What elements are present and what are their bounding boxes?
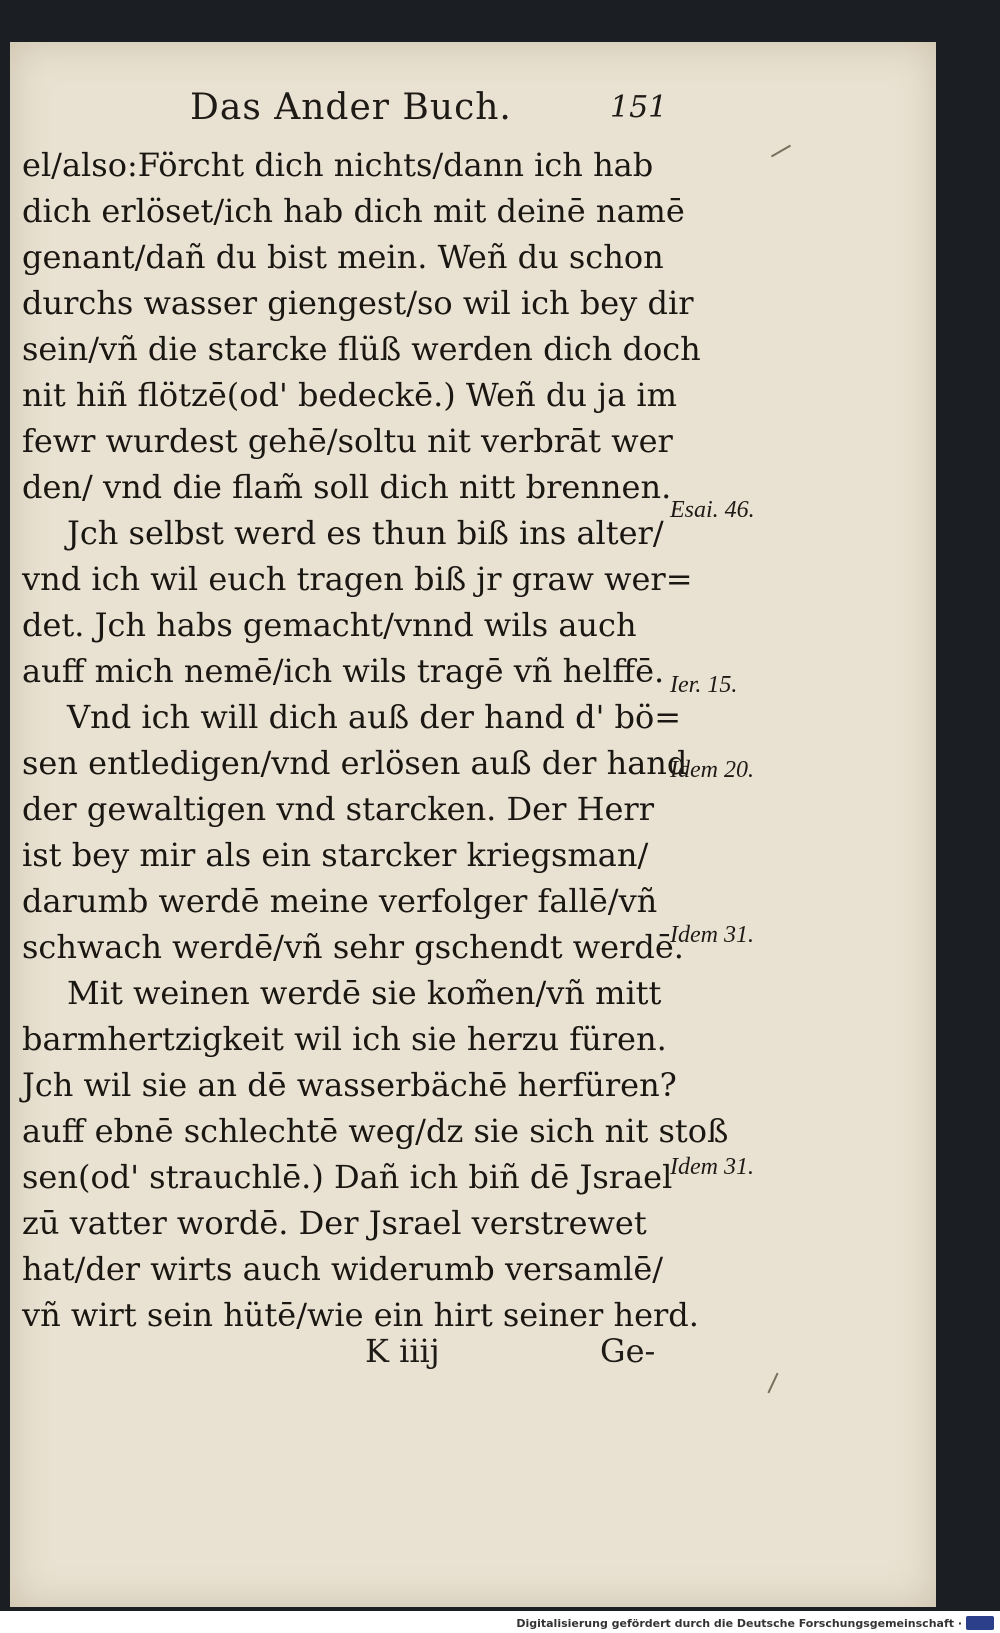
text-line: den/ vnd die flam̃ soll dich nitt brennen. — [22, 468, 672, 506]
text-line: barmhertzigkeit wil ich sie herzu füren. — [22, 1020, 667, 1058]
text-line: el/also:Förcht dich nichts/dann ich hab — [22, 146, 654, 184]
text-line: zū vatter wordē. Der Jsrael verstrewet — [22, 1204, 647, 1242]
footer-bar — [0, 1611, 1000, 1633]
margin-note: Idem 20. — [670, 757, 754, 783]
text-line: dich erlöset/ich hab dich mit deinē namē — [22, 192, 685, 230]
text-line: sen(od' strauchlē.) Dañ ich biñ dē Jsrael — [22, 1158, 673, 1196]
text-line: vñ wirt sein hütē/wie ein hirt seiner herd. — [22, 1296, 699, 1334]
text-line: sen entledigen/vnd erlösen auß der hand — [22, 744, 688, 782]
text-line: det. Jch habs gemacht/vnnd wils auch — [22, 606, 637, 644]
text-line: Jch wil sie an dē wasserbächē herfüren? — [22, 1066, 677, 1104]
text-line: fewr wurdest gehē/soltu nit verbrāt wer — [22, 422, 673, 460]
text-line: darumb werdē meine verfolger fallē/vñ — [22, 882, 658, 920]
text-line: nit hiñ flötzē(od' bedeckē.) Weñ du ja im — [22, 376, 677, 414]
text-line: auff mich nemē/ich wils tragē vñ helffē. — [22, 652, 665, 690]
ink-mark — [771, 145, 791, 158]
folio-number: 151 — [610, 90, 668, 125]
text-line: Mit weinen werdē sie kom̃en/vñ mitt — [67, 974, 662, 1012]
text-line: hat/der wirts auch widerumb versamlē/ — [22, 1250, 664, 1288]
signature-mark: K iiij — [365, 1332, 440, 1370]
margin-note: Esai. 46. — [670, 497, 755, 523]
text-line: auff ebnē schlechtē weg/dz sie sich nit stoß — [22, 1112, 729, 1150]
text-line: der gewaltigen vnd starcken. Der Herr — [22, 790, 655, 828]
book-page — [10, 42, 936, 1607]
margin-note: Idem 31. — [670, 1154, 754, 1180]
text-line: genant/dañ du bist mein. Weñ du schon — [22, 238, 664, 276]
text-line: ist bey mir als ein starcker kriegsman/ — [22, 836, 649, 874]
margin-note: Ier. 15. — [670, 672, 738, 698]
catchword: Ge- — [600, 1332, 656, 1370]
funding-credit: Digitalisierung gefördert durch die Deutsche Forschungsgemeinschaft · — [516, 1617, 962, 1630]
text-line: Vnd ich will dich auß der hand d' bö= — [67, 698, 682, 736]
margin-note: Idem 31. — [670, 922, 754, 948]
text-line: Jch selbst werd es thun biß ins alter/ — [67, 514, 664, 552]
dfg-logo — [966, 1616, 994, 1630]
running-head: Das Ander Buch. — [190, 87, 512, 128]
text-line: durchs wasser giengest/so wil ich bey dir — [22, 284, 694, 322]
text-line: sein/vñ die starcke flüß werden dich doch — [22, 330, 701, 368]
text-line: vnd ich wil euch tragen biß jr graw wer= — [22, 560, 693, 598]
text-line: schwach werdē/vñ sehr gschendt werdē. — [22, 928, 684, 966]
ink-mark — [767, 1373, 778, 1394]
